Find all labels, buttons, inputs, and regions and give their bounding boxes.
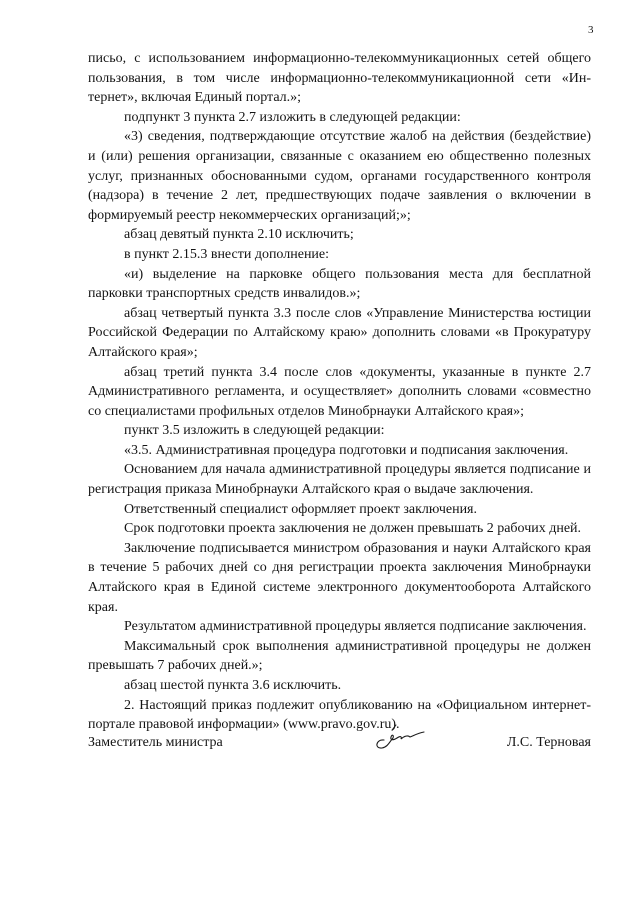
paragraph: 2. Настоящий приказ подлежит опубликованию на «Официальном интернет-портале правовой информации» (www.pravo.gov.ru). <box>88 697 591 733</box>
page-number: 3 <box>588 24 594 36</box>
signatory-position: Заместитель министра <box>88 735 223 750</box>
paragraph: Максимальный срок выполнения административной процедуры не должен превышать 7 рабочих дней.»; <box>88 638 591 674</box>
paragraph: Срок подготовки проекта заключения не должен превышать 2 рабочих дней. <box>124 521 582 537</box>
paragraph: подпункт 3 пункта 2.7 изложить в следующей редакции: <box>124 109 461 125</box>
paragraph: абзац шестой пункта 3.6 исключить. <box>124 678 342 693</box>
paragraph: пункт 3.5 изложить в следующей редакции: <box>124 423 385 439</box>
paragraph: «3) сведения, подтверждающие отсутствие жалоб на действия (бездействие) и (или) решения организации, связанные с оказанием ею общественно полезных услуг, признанных обоснованными судом, органами государственного контроля (надзора) в течение 2 лет, предшествующих подаче заявления о включении в формируемый реестр некоммерческих организаций;»; <box>88 129 591 223</box>
paragraph: Ответственный специалист оформляет проект заключения. <box>124 501 477 517</box>
paragraph: письо, с использованием информационно-телекоммуникационных сетей общего пользования, в том числе информационно-телекоммуникационной сети «Интернет», включая Единый портал.»; <box>88 51 591 106</box>
paragraph: абзац третий пункта 3.4 после слов «документы, указанные в пункте 2.7 Административного регламента, и осуществляет» дополнить словами «совместно со специалистами профильных отделов Минобрнауки Алтайского края»; <box>88 364 591 419</box>
paragraph: абзац четвертый пункта 3.3 после слов «Управление Министерства юстиции Российской Федерации по Алтайскому краю» дополнить словами «в Прокуратуру Алтайского края»; <box>88 305 591 360</box>
paragraph: «3.5. Административная процедура подготовки и подписания заключения. <box>124 442 569 458</box>
paragraph: Основанием для начала административной процедуры является подписание и регистрация приказа Минобрнауки Алтайского края о выдаче заключения. <box>88 462 591 498</box>
paragraph: «и) выделение на парковке общего пользования места для бесплатной парковки транспортных средств инвалидов.»; <box>88 266 591 302</box>
handwritten-signature <box>368 721 428 751</box>
paragraph: абзац девятый пункта 2.10 исключить; <box>124 227 354 243</box>
paragraph: в пункт 2.15.3 внести дополнение: <box>124 246 330 262</box>
paragraph: Заключение подписывается министром образования и науки Алтайского края в течение 5 рабочих дней со дня регистрации проекта заключения Минобрнауки Алтайского края в Единой системе электронного документооборота Алтайского края. <box>88 540 591 615</box>
document-body <box>88 49 591 735</box>
signature-block <box>88 733 591 753</box>
paragraph: Результатом административной процедуры является подписание заключения. <box>124 619 587 635</box>
signatory-name: Л.С. Терновая <box>506 735 591 750</box>
